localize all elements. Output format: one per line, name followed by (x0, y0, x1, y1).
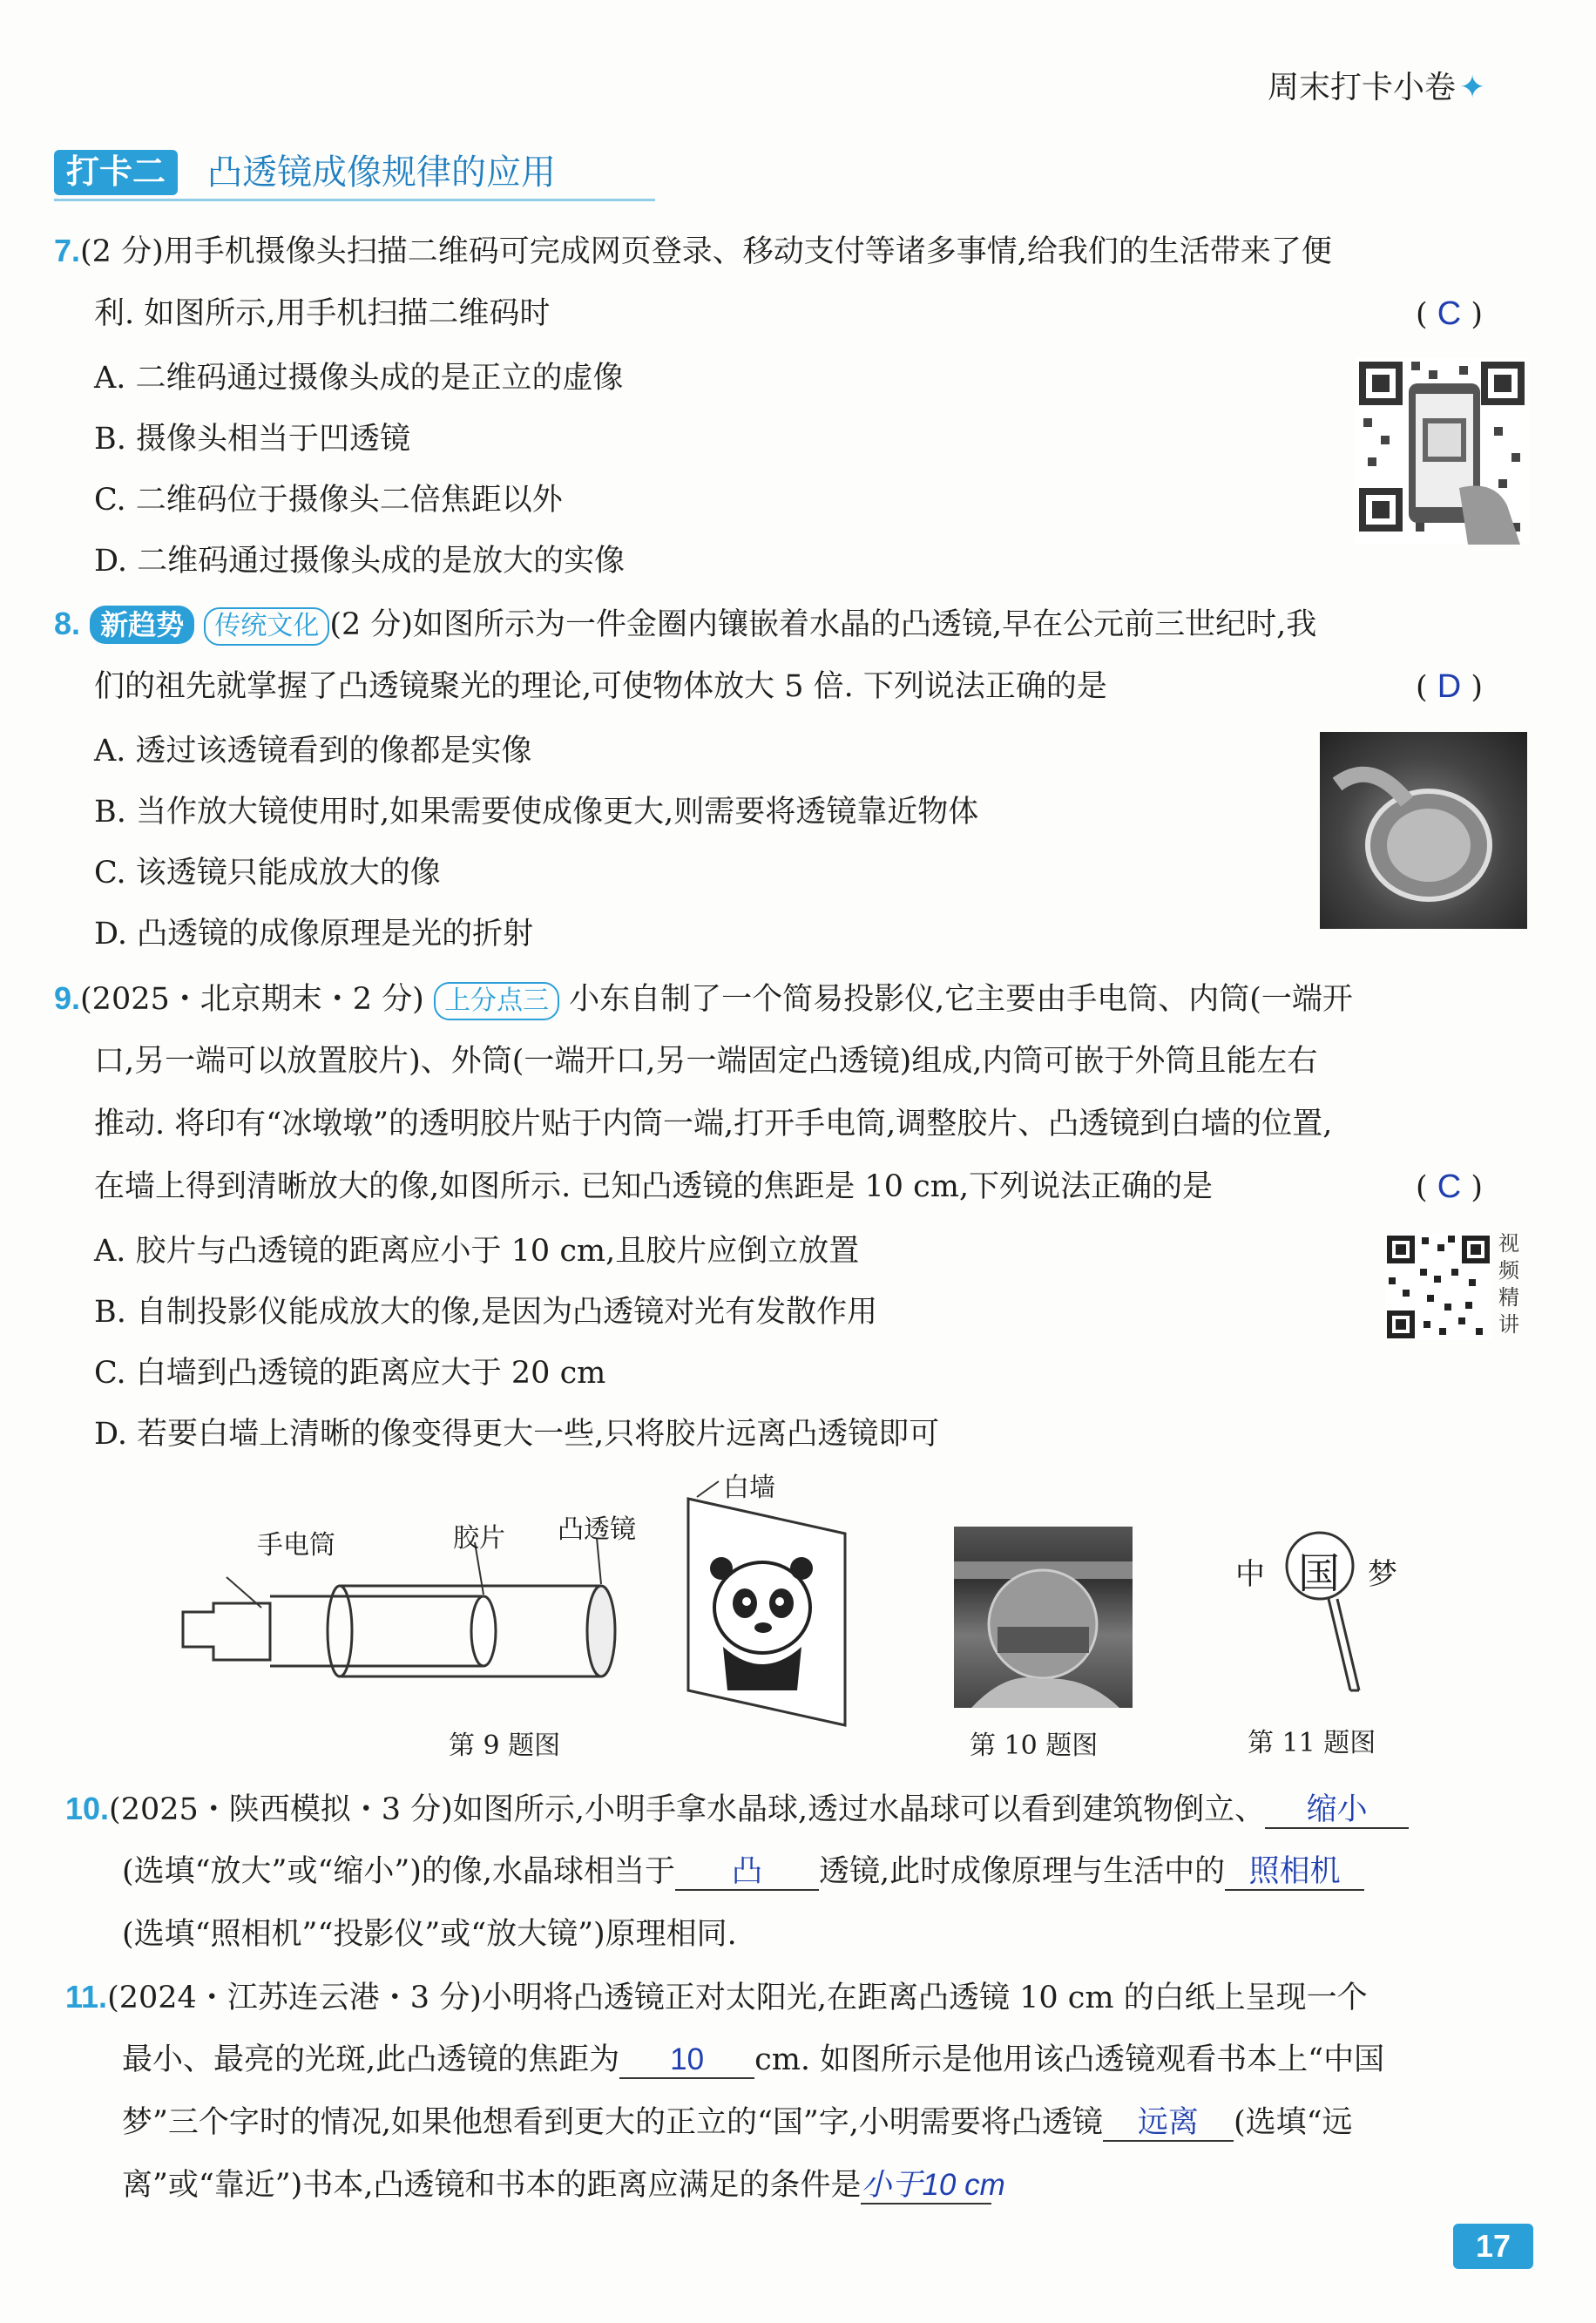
option-d: D. 凸透镜的成像原理是光的折射 (94, 917, 534, 952)
answer-blank: 远离 (1103, 2105, 1234, 2142)
answer-bracket: ( C ) (1416, 295, 1484, 332)
question-text: (2025・陕西模拟・3 分)如图所示,小明手拿水晶球,透过水晶球可以看到建筑物倒立、 (109, 1792, 1266, 1827)
header-title (1268, 63, 1485, 107)
page-number: 17 (1453, 2224, 1533, 2269)
star-icon: ✦ (1459, 69, 1486, 105)
answer-blank: 凸 (675, 1854, 819, 1891)
video-qr-code[interactable] (1385, 1234, 1491, 1340)
option-c: C. 该透镜只能成放大的像 (94, 856, 441, 891)
question-text: (2 分)用手机摄像头扫描二维码可完成网页登录、移动支付等诸多事情,给我们的生活带来了便 (80, 234, 1332, 269)
answer: D (1437, 668, 1462, 705)
option-d: D. 若要白墙上清晰的像变得更大一些,只将胶片远离凸透镜即可 (94, 1417, 940, 1452)
figure-10-photo (954, 1527, 1133, 1708)
video-label (1498, 1230, 1525, 1338)
question-text: 透镜,此时成像原理与生活中的 (819, 1854, 1226, 1889)
question-10 (65, 1786, 1409, 1832)
option-d: D. 二维码通过摄像头成的是放大的实像 (94, 544, 626, 579)
answer: C (1437, 1168, 1462, 1205)
question-text: (2 分)如图所示为一件金圈内镶嵌着水晶的凸透镜,早在公元前三世纪时,我 (329, 607, 1317, 642)
figure-9 (174, 1473, 871, 1734)
figure-11 (1228, 1529, 1420, 1712)
option-c: C. 白墙到凸透镜的距离应大于 20 cm (94, 1356, 606, 1391)
question-11 (65, 1974, 1368, 2021)
qr-phone-svg (1355, 357, 1529, 545)
option-b: B. 摄像头相当于凹透镜 (94, 422, 410, 457)
option-c: C. 二维码位于摄像头二倍焦距以外 (94, 483, 563, 518)
question-11-line2 (122, 2037, 1384, 2083)
char-center: 国 (1298, 1549, 1341, 1598)
question-number: 8. (54, 606, 81, 641)
question-text: 最小、最亮的光斑,此凸透镜的焦距为 (122, 2042, 620, 2077)
question-number: 10. (65, 1791, 110, 1826)
question-number: 7. (54, 233, 81, 268)
question-11-line4 (122, 2163, 1005, 2208)
question-text: (选填“放大”或“缩小”)的像,水晶球相当于 (122, 1854, 676, 1889)
question-7 (54, 228, 1332, 274)
question-9 (54, 976, 1353, 1022)
figure-10-caption: 第 10 题图 (970, 1730, 1099, 1761)
question-10-line3: (选填“照相机”“投影仪”或“放大镜”)原理相同. (122, 1917, 737, 1952)
crystal-ring-photo (1320, 732, 1527, 929)
question-9-line2: 口,另一端可以放置胶片)、外筒(一端开口,另一端固定凸透镜)组成,内筒可嵌于外筒且能左右 (94, 1044, 1318, 1079)
answer-blank: 照相机 (1225, 1854, 1364, 1891)
char-left: 中 (1235, 1557, 1265, 1592)
question-text: (选填“远 (1233, 2105, 1353, 2140)
video-label-char: 讲 (1498, 1312, 1519, 1337)
video-label-char: 精 (1498, 1285, 1519, 1310)
answer-bracket: ( D ) (1416, 668, 1484, 705)
question-text: cm. 如图所示是他用该凸透镜观看书本上“中国 (754, 2042, 1385, 2077)
crystal-ball-svg (954, 1527, 1133, 1708)
qr-code-svg (1385, 1234, 1491, 1340)
option-a: A. 透过该透镜看到的像都是实像 (94, 734, 532, 769)
video-label-char: 视 (1498, 1231, 1519, 1256)
question-text: 梦”三个字时的情况,如果他想看到更大的正立的“国”字,小明需要将凸透镜 (122, 2105, 1103, 2140)
question-8-line2: 们的祖先就掌握了凸透镜聚光的理论,可使物体放大 5 倍. 下列说法正确的是 (94, 669, 1107, 704)
question-9-line4: 在墙上得到清晰放大的像,如图所示. 已知凸透镜的焦距是 10 cm,下列说法正确的是 (94, 1169, 1214, 1204)
qr-phone-image (1355, 357, 1529, 545)
answer-blank: 小于10 cm (861, 2168, 991, 2204)
option-a: A. 二维码通过摄像头成的是正立的虚像 (94, 361, 624, 396)
question-7-line2: 利. 如图所示,用手机扫描二维码时 (94, 296, 551, 331)
section-underline (54, 199, 655, 201)
question-9-line3: 推动. 将印有“冰墩墩”的透明胶片贴于内筒一端,打开手电筒,调整胶片、凸透镜到白墙的位置, (94, 1107, 1333, 1141)
figure-11-caption: 第 11 题图 (1248, 1728, 1376, 1758)
label-lens: 凸透镜 (558, 1514, 636, 1545)
option-a: A. 胶片与凸透镜的距离应小于 10 cm,且胶片应倒立放置 (94, 1234, 860, 1269)
ring-svg (1320, 732, 1527, 929)
answer-blank: 缩小 (1265, 1792, 1409, 1829)
score-tag: 上分点三 (434, 982, 559, 1020)
answer: C (1437, 295, 1462, 332)
answer-bracket: ( C ) (1416, 1168, 1484, 1205)
header-title-text: 周末打卡小卷 (1268, 69, 1457, 105)
label-film: 胶片 (453, 1523, 505, 1554)
answer-blank: 10 (619, 2042, 754, 2079)
question-text: 离”或“靠近”)书本,凸透镜和书本的距离应满足的条件是 (122, 2168, 862, 2203)
section-title: 凸透镜成像规律的应用 (207, 153, 556, 192)
video-label-char: 频 (1498, 1258, 1519, 1283)
char-right: 梦 (1368, 1557, 1397, 1592)
question-8 (54, 601, 1316, 647)
figure-9-caption: 第 9 题图 (449, 1730, 561, 1761)
question-11-line3 (122, 2100, 1353, 2145)
option-b: B. 自制投影仪能成放大的像,是因为凸透镜对光有发散作用 (94, 1295, 878, 1330)
label-flashlight: 手电筒 (257, 1530, 335, 1561)
question-source: (2025・北京期末・2 分) (80, 982, 424, 1017)
label-wall: 白墙 (723, 1473, 775, 1503)
section-tag: 打卡二 (54, 150, 178, 195)
question-number: 9. (54, 980, 81, 1016)
question-10-line2 (122, 1849, 1364, 1894)
question-text: 小东自制了一个简易投影仪,它主要由手电筒、内筒(一端开 (569, 982, 1353, 1017)
option-b: B. 当作放大镜使用时,如果需要使成像更大,则需要将透镜靠近物体 (94, 795, 979, 830)
projector-diagram (174, 1473, 871, 1734)
culture-tag: 传统文化 (204, 607, 329, 646)
trend-tag: 新趋势 (90, 606, 194, 644)
question-number: 11. (65, 1979, 108, 2015)
question-text: (2024・江苏连云港・3 分)小明将凸透镜正对太阳光,在距离凸透镜 10 cm 的白纸上呈现一个 (107, 1981, 1368, 2015)
section-header (54, 150, 655, 202)
